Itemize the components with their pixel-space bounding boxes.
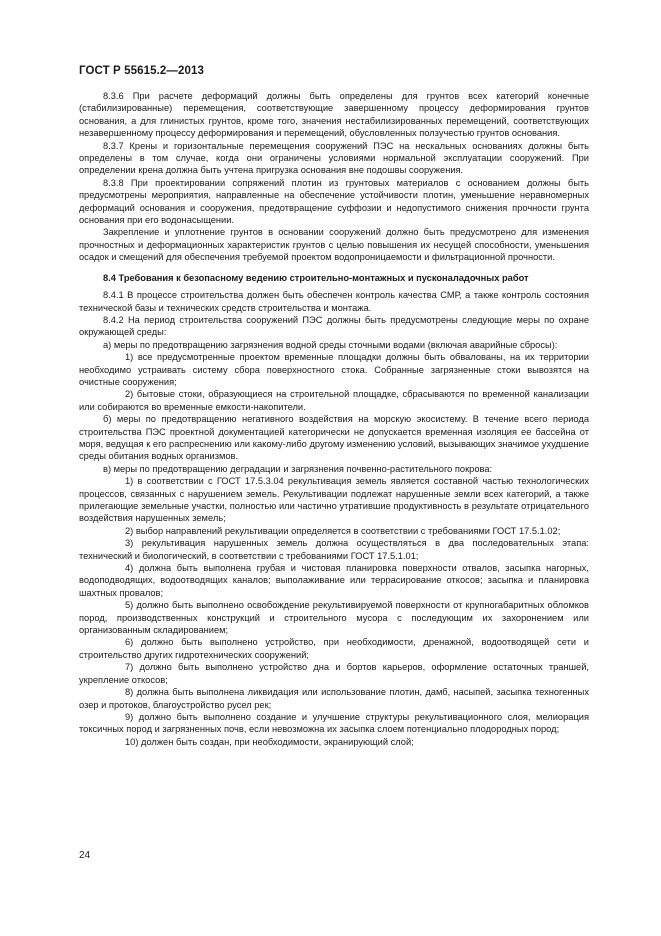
list-item-c-4: 4) должна быть выполнена грубая и чистовая планировка поверхности отвалов, засыпка нагорных, водоподводящих, водоотводящих каналов; выполаживание или террасирование откосов; засыпка и планировка шахтных провалов; <box>79 563 589 598</box>
section-title-8-4: 8.4 Требования к безопасному ведению строительно-монтажных и пусконаладочных работ <box>103 272 529 283</box>
list-item-a-2: 2) бытовые стоки, образующиеся на строительной площадке, сбрасываются по временной канализации или собираются во временные емкости-накопители. <box>79 389 589 412</box>
paragraph-8-4-1: 8.4.1 В процессе строительства должен быть обеспечен контроль качества СМР, а также контроль состояния технической базы и технических средств строительства и монтажа. <box>79 290 589 313</box>
paragraph-item-c: в) меры по предотвращению деградации и загрязнения почвенно-растительного покрова: <box>103 463 493 474</box>
list-item-c-2: 2) выбор направлений рекультивации определяется в соответствии с требованиями ГОСТ 17.5.1.02; <box>125 525 561 536</box>
paragraph-8-3-8: 8.3.8 При проектировании сопряжений плотин из грунтовых материалов с основанием должны быть предусмотрены мероприятия, направленные на обеспечение устойчивости плотин, уменьшение неравномерных деформаций основания и сооружения, предотвращение суффозии и недопустимого снижения прочности грунта основания при его водонасыщении. <box>79 177 589 226</box>
document-body <box>79 90 589 748</box>
list-item-c-6: 6) должно быть выполнено устройство, при необходимости, дренажной, водоотводящей сети и строительство других гидротехнических сооружений; <box>79 637 589 660</box>
list-item-c-8: 8) должна быть выполнена ликвидация или использование плотин, дамб, насыпей, засыпка техногенных озер и протоков, благоустройство русел рек; <box>79 687 589 710</box>
list-item-c-10: 10) должен быть создан, при необходимости, экранирующий слой; <box>125 736 414 747</box>
list-item-c-3: 3) рекультивация нарушенных земель должна осуществляться в два последовательных этапа: технический и биологический, в соответствии с требованиями ГОСТ 17.5.1.01; <box>79 538 589 561</box>
paragraph-item-b: б) меры по предотвращению негативного воздействия на морскую экосистему. В течение всего периода строительства ПЭС проектной документацией категорически не допускается временная изоляция ее бассейна от моря, ведущая к его распреснению или какому-либо другому изменению условий, вызывающих значимое ухудшение среды обитания водных организмов. <box>79 414 589 462</box>
document-header: ГОСТ Р 55615.2—2013 <box>79 65 204 77</box>
paragraph-8-3-6: 8.3.6 При расчете деформаций должны быть определены для грунтов всех категорий конечные (стабилизированные) перемещения, соответствующие завершенному процессу деформирования грунтов основания, а для глинистых грунтов, кроме того, значения нестабилизированных перемещений, соответствующих незавершенному процессу деформирования и перемещений, обусловленных ползучестью грунтов основания. <box>79 91 589 139</box>
list-item-c-1: 1) в соответствии с ГОСТ 17.5.3.04 рекультивация земель является составной частью технологических процессов, связанных с нарушением земель. Рекультивации подлежат нарушенные земли всех категорий, а также прилегающие земельные участки, полностью или частично утратившие продуктивность в результате отрицательного воздействия нарушенных земель; <box>79 476 589 524</box>
list-item-c-5: 5) должно быть выполнено освобождение рекультивируемой поверхности от крупногабаритных обломков пород, производственных конструкций и строительного мусора с последующим их захоронением или организованным складированием; <box>79 600 589 636</box>
paragraph-item-a: а) меры по предотвращению загрязнения водной среды сточными водами (включая аварийные сбросы): <box>103 339 558 350</box>
paragraph-8-3-7: 8.3.7 Крены и горизонтальные перемещения сооружений ПЭС на нескальных основаниях должны быть определены в том случае, когда они ограничены условиями нормальной эксплуатации сооружений. При определении крена должна быть учтена пригрузка основания вне подошвы сооружения. <box>79 140 589 176</box>
list-item-a-1: 1) все предусмотренные проектом временные площадки должны быть обвалованы, на их территории необходимо устраивать систему сбора поверхностного стока. Собранные загрязненные стоки вывозятся на очистные сооружения; <box>79 352 589 387</box>
paragraph-8-4-2: 8.4.2 На период строительства сооружений ПЭС должны быть предусмотрены следующие меры по охране окружающей среды: <box>79 314 589 338</box>
paragraph-soil-compaction: Закрепление и уплотнение грунтов в основании сооружений должно быть предусмотрено для изменения прочностных и деформационных характеристик грунтов с целью повышения их несущей способности, уменьшения осадок и смещений для обеспечения требуемой проектом водопроницаемости и фильтрационной прочности. <box>79 227 589 263</box>
list-item-c-7: 7) должно быть выполнено устройство дна и бортов карьеров, оформление остаточных траншей, укрепление откосов; <box>79 662 589 685</box>
page-number: 24 <box>79 850 91 861</box>
list-item-c-9: 9) должно быть выполнено создание и улучшение структуры рекультивационного слоя, мелиорация токсичных пород и загрязненных почв, если невозможна их засыпка слоем потенциально плодородных пород; <box>79 711 589 735</box>
